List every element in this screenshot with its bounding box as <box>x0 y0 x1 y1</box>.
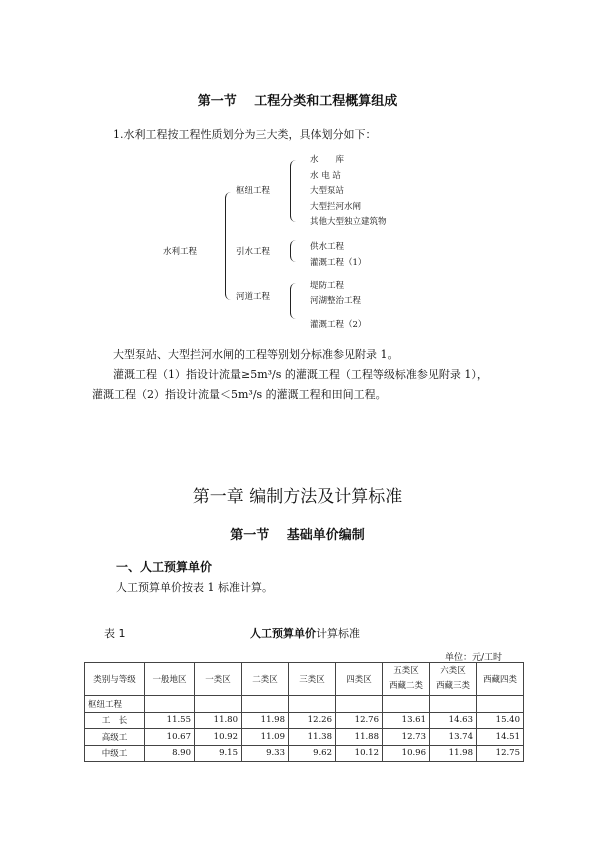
column-header-line: 六类区 <box>440 666 466 676</box>
table-cell: 12.73 <box>383 729 430 746</box>
table-cell: 8.90 <box>145 745 195 762</box>
note-line: 灌溉工程（2）指设计流量＜5m³/s 的灌溉工程和田间工程。 <box>92 388 387 401</box>
table-cell: 14.51 <box>477 729 524 746</box>
labor-rate-table <box>84 662 524 762</box>
tree-item: 其他大型独立建筑物 <box>310 217 387 227</box>
tree-item: 河湖整治工程 <box>310 296 362 306</box>
tree-item: 水 电 站 <box>310 171 341 181</box>
table-cell: 9.15 <box>195 745 242 762</box>
group-brace <box>290 160 297 222</box>
tree-item: 堤防工程 <box>310 281 345 291</box>
tree-group-label: 引水工程 <box>236 247 271 257</box>
table-cell: 14.63 <box>430 712 477 729</box>
table-caption-bold: 人工预算单价 <box>250 627 316 640</box>
table-cell: 13.74 <box>430 729 477 746</box>
section-title: 第一节 基础单价编制 <box>230 528 365 543</box>
table-cell: 9.62 <box>289 745 336 762</box>
table-unit: 单位：元/工时 <box>445 653 503 663</box>
column-header: 二类区 <box>242 663 289 696</box>
row-label: 中级工 <box>85 745 145 762</box>
table-cell: 11.98 <box>430 745 477 762</box>
table-cell: 11.80 <box>195 712 242 729</box>
column-header-line: 五类区 <box>393 666 419 676</box>
tree-group-label: 枢纽工程 <box>236 186 271 196</box>
table-group-row <box>85 696 524 713</box>
table-cell: 10.12 <box>336 745 383 762</box>
column-header: 三类区 <box>289 663 336 696</box>
table-row <box>85 745 524 762</box>
column-header-line: 西藏三类 <box>435 681 470 691</box>
column-header-line: 西藏二类 <box>388 681 423 691</box>
table-cell: 11.38 <box>289 729 336 746</box>
tree-root: 水利工程 <box>163 247 198 257</box>
group-brace <box>290 283 297 319</box>
column-header <box>383 663 430 696</box>
subheading: 一、人工预算单价 <box>116 560 213 574</box>
tree-item: 灌溉工程（2） <box>310 320 367 330</box>
chapter-title: 第一章 编制方法及计算标准 <box>192 487 403 507</box>
tree-group-label: 河道工程 <box>236 292 271 302</box>
row-label: 工 长 <box>85 712 145 729</box>
note-line: 灌溉工程（1）指设计流量≥5m³/s 的灌溉工程（工程等级标准参见附录 1）， <box>113 368 488 381</box>
column-header: 类别与等级 <box>85 663 145 696</box>
section-title: 第一节 工程分类和工程概算组成 <box>197 94 398 109</box>
table-cell: 11.55 <box>145 712 195 729</box>
root-brace <box>225 192 232 300</box>
table-cell: 10.67 <box>145 729 195 746</box>
table-cell: 11.09 <box>242 729 289 746</box>
table-cell: 10.92 <box>195 729 242 746</box>
column-header: 四类区 <box>336 663 383 696</box>
table-cell: 12.76 <box>336 712 383 729</box>
note-line: 大型泵站、大型拦河水闸的工程等别划分标准参见附录 1。 <box>113 348 399 361</box>
group-brace <box>290 240 297 262</box>
table-cell: 11.98 <box>242 712 289 729</box>
table-cell: 12.75 <box>477 745 524 762</box>
intro-paragraph: 1.水利工程按工程性质划分为三大类，具体划分如下： <box>113 128 377 141</box>
table-caption-rest: 计算标准 <box>316 627 360 640</box>
table-cell: 15.40 <box>477 712 524 729</box>
table-cell: 11.88 <box>336 729 383 746</box>
tree-item: 水 库 <box>310 155 345 165</box>
tree-item: 供水工程 <box>310 242 345 252</box>
table-row <box>85 712 524 729</box>
column-header <box>430 663 477 696</box>
table-cell: 9.33 <box>242 745 289 762</box>
table-cell: 10.96 <box>383 745 430 762</box>
column-header: 西藏四类 <box>477 663 524 696</box>
row-label: 高级工 <box>85 729 145 746</box>
table-row <box>85 729 524 746</box>
column-header: 一般地区 <box>145 663 195 696</box>
body-text: 人工预算单价按表 1 标准计算。 <box>116 581 273 594</box>
tree-item: 灌溉工程（1） <box>310 258 367 268</box>
tree-item: 大型拦河水闸 <box>310 202 362 212</box>
table-header-row <box>85 663 524 696</box>
table-number: 表 1 <box>104 627 126 640</box>
table-caption <box>250 625 360 641</box>
table-cell: 13.61 <box>383 712 430 729</box>
column-header: 一类区 <box>195 663 242 696</box>
table-cell: 12.26 <box>289 712 336 729</box>
tree-item: 大型泵站 <box>310 186 345 196</box>
group-label: 枢纽工程 <box>85 696 145 713</box>
